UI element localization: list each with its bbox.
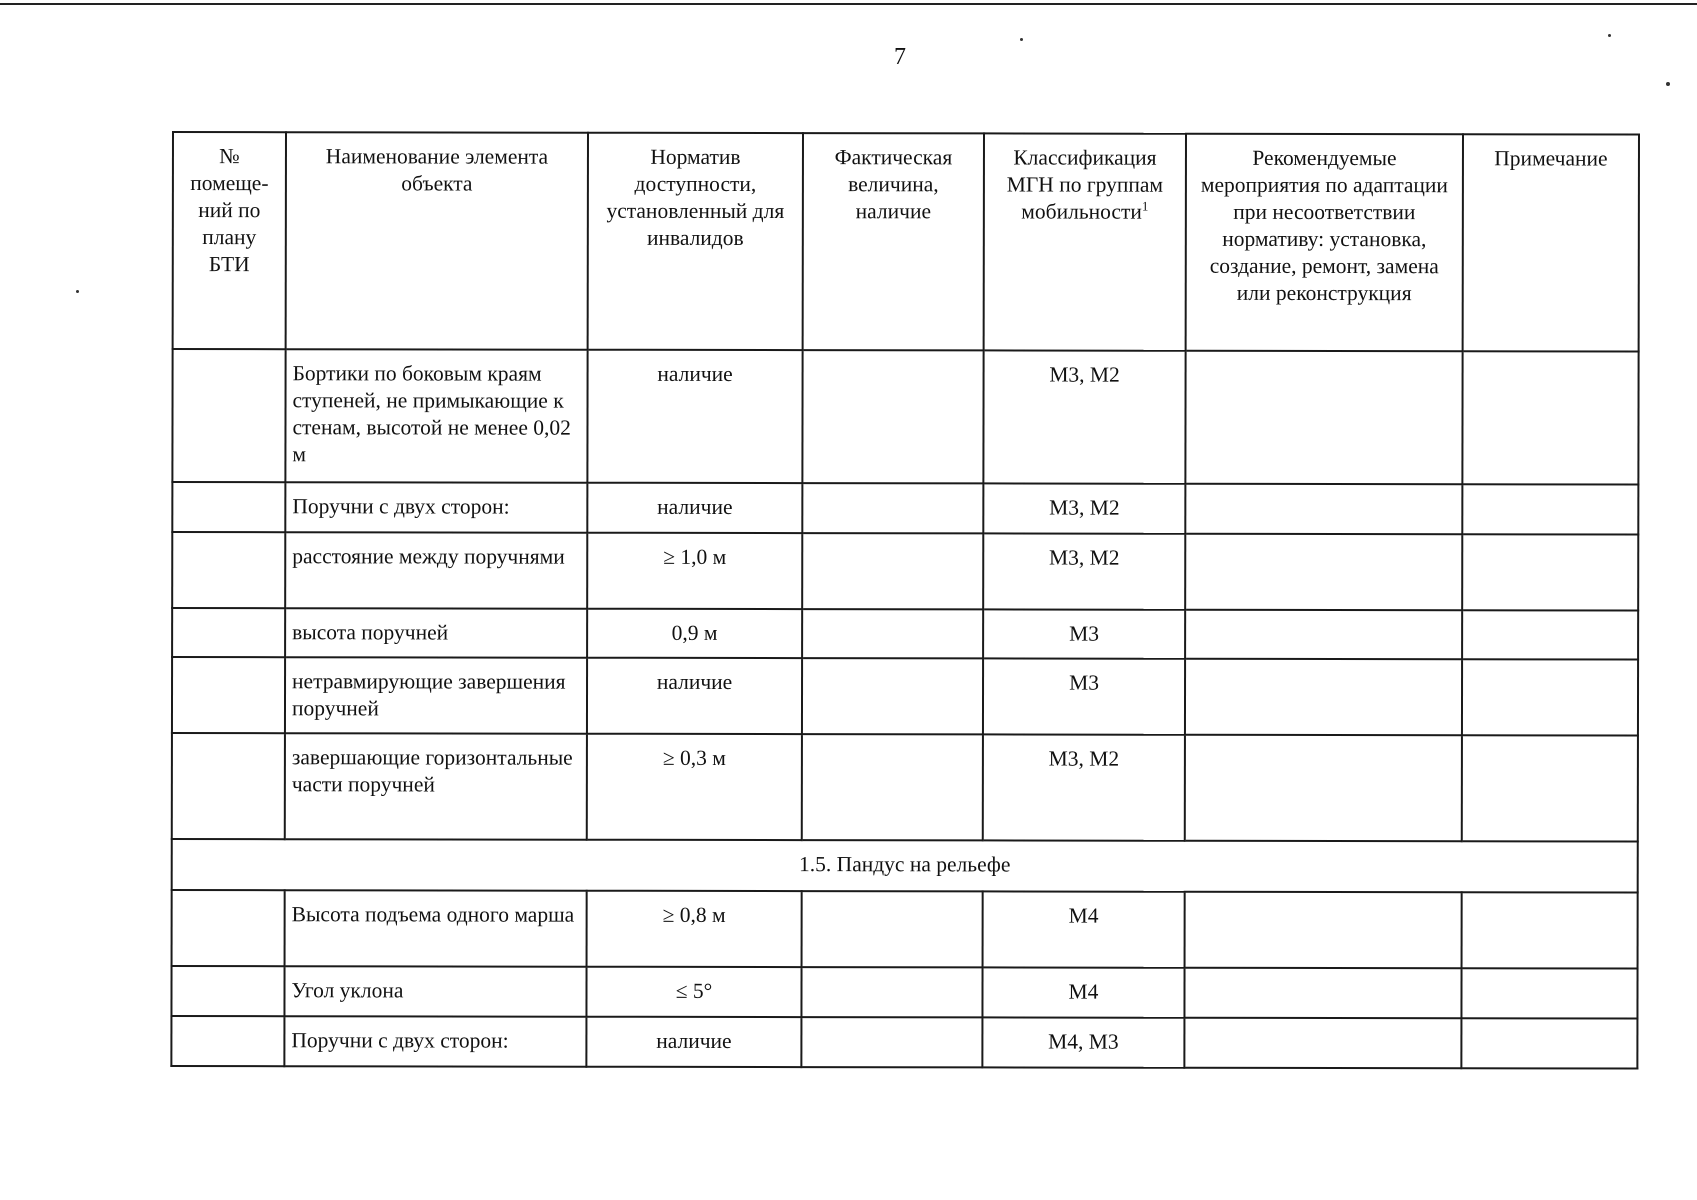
cell-note <box>1462 659 1638 735</box>
cell-note <box>1462 735 1638 841</box>
cell-room-number <box>171 966 284 1016</box>
scan-speck <box>1020 38 1023 41</box>
cell-element-name: Поручни с двух сторон: <box>284 1016 586 1067</box>
cell-recommended-measures <box>1185 610 1462 659</box>
cell-actual-value <box>802 609 983 658</box>
cell-classification: М3, М2 <box>983 350 1185 483</box>
cell-note <box>1462 610 1638 659</box>
cell-recommended-measures <box>1184 968 1461 1018</box>
cell-note <box>1462 351 1638 484</box>
table-row <box>172 482 1638 535</box>
table-row <box>172 349 1638 485</box>
cell-classification: М3 <box>983 658 1185 734</box>
scan-speck <box>1608 34 1611 37</box>
cell-classification: М3, М2 <box>983 483 1185 533</box>
table-row <box>172 733 1638 842</box>
cell-classification: М3, М2 <box>983 734 1185 840</box>
cell-norm: наличие <box>587 658 802 734</box>
cell-room-number <box>172 890 285 966</box>
cell-norm: наличие <box>587 350 802 483</box>
header-actual-value: Фактическая величина, наличие <box>803 133 984 350</box>
table-row <box>171 1016 1637 1069</box>
table-row <box>172 608 1638 660</box>
cell-element-name: расстояние между поручнями <box>285 532 587 609</box>
table-row <box>172 890 1638 969</box>
header-note: Примечание <box>1463 134 1639 351</box>
cell-classification: М4, М3 <box>982 1017 1184 1067</box>
cell-recommended-measures <box>1185 892 1462 968</box>
cell-element-name: завершающие горизонтальные части поручней <box>285 733 587 840</box>
header-classification <box>984 133 1186 350</box>
cell-note <box>1462 534 1638 610</box>
cell-norm: 0,9 м <box>587 609 802 658</box>
cell-classification: М3 <box>983 609 1185 658</box>
cell-element-name: Поручни с двух сторон: <box>285 482 587 533</box>
cell-room-number <box>171 1016 284 1066</box>
cell-norm: ≥ 0,3 м <box>587 734 802 840</box>
accessibility-table <box>170 131 1640 1070</box>
cell-classification: М3, М2 <box>983 533 1185 609</box>
cell-element-name: Угол уклона <box>284 966 586 1017</box>
scan-speck <box>1666 82 1670 86</box>
cell-norm: ≥ 1,0 м <box>587 533 802 609</box>
cell-recommended-measures <box>1185 484 1462 534</box>
cell-actual-value <box>802 483 983 533</box>
cell-actual-value <box>802 533 983 609</box>
cell-room-number <box>172 532 285 608</box>
cell-room-number <box>172 657 285 733</box>
cell-note <box>1461 968 1637 1018</box>
cell-element-name: нетравмирующие завершения поручней <box>285 657 587 734</box>
cell-element-name: Высота подъема одного марша <box>285 890 587 967</box>
cell-note <box>1461 1018 1637 1068</box>
cell-recommended-measures <box>1184 1018 1461 1068</box>
cell-classification: М4 <box>982 967 1184 1017</box>
header-classification-text: Классификация МГН по группам мобильности <box>1006 145 1164 224</box>
section-row <box>172 839 1638 893</box>
cell-element-name: Бортики по боковым краям ступеней, не примыкающие к стенам, высотой не менее 0,02 м <box>285 349 587 483</box>
top-rule <box>0 3 1697 5</box>
cell-actual-value <box>802 658 983 734</box>
cell-room-number <box>172 482 285 532</box>
header-element-name: Наименование элемента объекта <box>286 132 588 350</box>
cell-actual-value <box>802 891 983 967</box>
cell-note <box>1462 484 1638 534</box>
cell-room-number <box>172 349 285 482</box>
header-norm: Норматив доступности, установленный для инвалидов <box>588 133 803 350</box>
cell-norm: наличие <box>586 1017 801 1067</box>
cell-room-number <box>172 608 285 657</box>
scan-speck <box>76 290 79 293</box>
footnote-mark: 1 <box>1141 198 1149 214</box>
table-row <box>171 966 1637 1019</box>
table-row <box>172 657 1638 736</box>
table-header-row <box>173 132 1639 352</box>
header-recommended-measures: Рекомендуемые мероприятия по адаптации при несоответствии нормативу: установка, создание, ремонт, замена или реконструкция <box>1186 134 1463 351</box>
cell-actual-value <box>802 350 983 483</box>
cell-recommended-measures <box>1185 659 1462 735</box>
cell-recommended-measures <box>1185 735 1462 841</box>
cell-norm: ≥ 0,8 м <box>587 891 802 967</box>
cell-actual-value <box>801 1017 982 1067</box>
cell-classification: М4 <box>983 891 1185 967</box>
cell-norm: ≤ 5° <box>586 967 801 1017</box>
cell-norm: наличие <box>587 483 802 533</box>
cell-note <box>1462 892 1638 968</box>
section-title: 1.5. Пандус на рельефе <box>172 839 1638 893</box>
header-room-number: № помеще-ний по плану БТИ <box>173 132 286 349</box>
table-row <box>172 532 1638 611</box>
page-number: 7 <box>894 44 906 70</box>
cell-element-name: высота поручней <box>285 608 587 658</box>
cell-actual-value <box>802 734 983 840</box>
cell-room-number <box>172 733 285 839</box>
cell-recommended-measures <box>1185 351 1462 484</box>
cell-recommended-measures <box>1185 534 1462 610</box>
cell-actual-value <box>801 967 982 1017</box>
